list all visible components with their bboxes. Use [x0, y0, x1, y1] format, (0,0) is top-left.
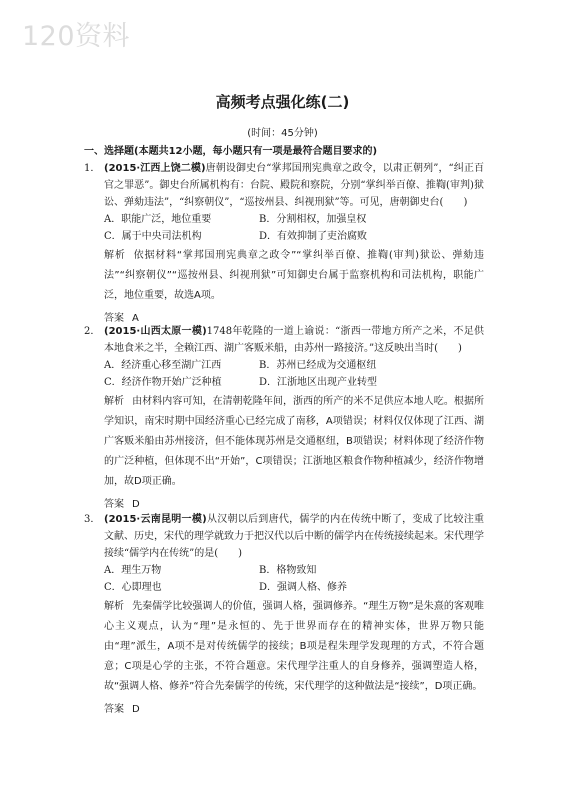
options — [84, 211, 484, 245]
answer-value: D — [132, 704, 140, 715]
option-c: C．经济作物开始广泛种植 — [104, 377, 222, 388]
option-a: A．职能广泛，地位重要 — [104, 214, 212, 225]
question-3 — [84, 511, 484, 718]
options — [84, 562, 484, 596]
watermark: 120资料 — [22, 21, 131, 52]
option-a: A．经济重心移至湖广江西 — [104, 360, 222, 371]
question-number: 1． — [84, 163, 101, 174]
explanation-label: 解析 — [104, 396, 125, 407]
explanation — [84, 392, 484, 492]
question-source: (2015·云南昆明一模) — [104, 514, 207, 525]
answer — [84, 701, 484, 718]
explanation-text: 依据材料“掌邦国刑宪典章之政令”“掌纠举百僚、推鞫(审判)狱讼、弹劾违法”“纠察朝仪”“巡按州县、纠视刑狱”可知御史台属于监察机构和司法机构，职能广泛，地位重要，故选A项。 — [104, 250, 484, 301]
question-stem — [84, 511, 484, 562]
question-text: 唐朝设御史台“掌邦国刑宪典章之政令，以肃正朝列”，“纠正百官之罪恶”。御史台所属机构有：台院、殿院和察院，分别“掌纠举百僚、推鞫(审判)狱讼、弹劾违法”，“纠察朝仪”，“巡按州县、纠视刑狱”等。可见，唐朝御史台( ) — [104, 163, 484, 208]
explanation — [84, 246, 484, 306]
question-text: 从汉朝以后到唐代，儒学的内在传统中断了，变成了比较注重文献、历史，宋代的理学就致力于把汉代以后中断的儒学内在传统接续起来。宋代理学接续“儒学内在传统”的是( ) — [104, 514, 484, 559]
question-stem — [84, 160, 484, 211]
question-number: 3． — [84, 514, 101, 525]
page-title: 高频考点强化练(二) — [215, 93, 350, 111]
option-b: B．分割相权，加强皇权 — [259, 214, 367, 225]
options — [84, 357, 484, 391]
answer-label: 答案 — [104, 499, 124, 510]
question-1 — [84, 160, 484, 327]
option-a: A．理生万物 — [104, 565, 162, 576]
option-d: D．有效抑制了吏治腐败 — [259, 231, 368, 242]
answer-label: 答案 — [104, 704, 124, 715]
explanation — [84, 597, 484, 697]
question-source: (2015·江西上饶二模) — [104, 163, 206, 174]
answer-label: 答案 — [104, 313, 124, 324]
option-d: D．江浙地区出现产业转型 — [259, 377, 378, 388]
question-2 — [84, 323, 484, 513]
question-stem — [84, 323, 484, 357]
explanation-text: 先秦儒学比较强调人的价值，强调人格，强调修养。“理生万物”是朱熹的客观唯心主义观点，认为“理”是永恒的、先于世界而存在的精神实体，世界万物只能由“理”派生，A项不是对传统儒学的接续；B项是程朱理学发现理的方式，不符合题意；C项是心学的主张，不符合题意。宋代理学注重人的自身修养，强调塑造人格，故“强调人格、修养”符合先秦儒学的传统，宋代理学的这种做法是“接续”，D项正确。 — [104, 601, 484, 692]
option-b: B．苏州已经成为交通枢纽 — [259, 360, 377, 371]
option-b: B．格物致知 — [259, 565, 317, 576]
question-text: 1748年乾隆的一道上谕说：“浙西一带地方所产之米，不足供本地食米之半，全赖江西、湖广客贩米船，由苏州一路接济。”这反映出当时( ) — [104, 326, 484, 354]
answer-value: A — [132, 313, 139, 324]
section-heading: 一、选择题(本题共12小题，每小题只有一项是最符合题目要求的) — [84, 146, 378, 157]
option-c: C．属于中央司法机构 — [104, 231, 202, 242]
explanation-label: 解析 — [104, 601, 125, 612]
explanation-label: 解析 — [104, 250, 126, 261]
answer-value: D — [132, 499, 140, 510]
question-number: 2． — [84, 326, 101, 337]
explanation-text: 由材料内容可知，在清朝乾隆年间，浙西的所产的米不足供应本地人吃。根据所学知识，南宋时期中国经济重心已经完成了南移，A项错误；材料仅仅体现了江西、湖广客贩米船由苏州接济，但不能体现苏州是交通枢纽，B项错误；材料体现了经济作物的广泛种植，但体现不出“开始”，C项错误；江浙地区粮食作物种植减少，经济作物增加，故D项正确。 — [104, 396, 485, 487]
option-c: C．心即理也 — [104, 582, 162, 593]
question-source: (2015·山西太原一模) — [104, 326, 207, 337]
time-limit: (时间：45分钟) — [247, 128, 318, 139]
option-d: D．强调人格、修养 — [259, 582, 348, 593]
